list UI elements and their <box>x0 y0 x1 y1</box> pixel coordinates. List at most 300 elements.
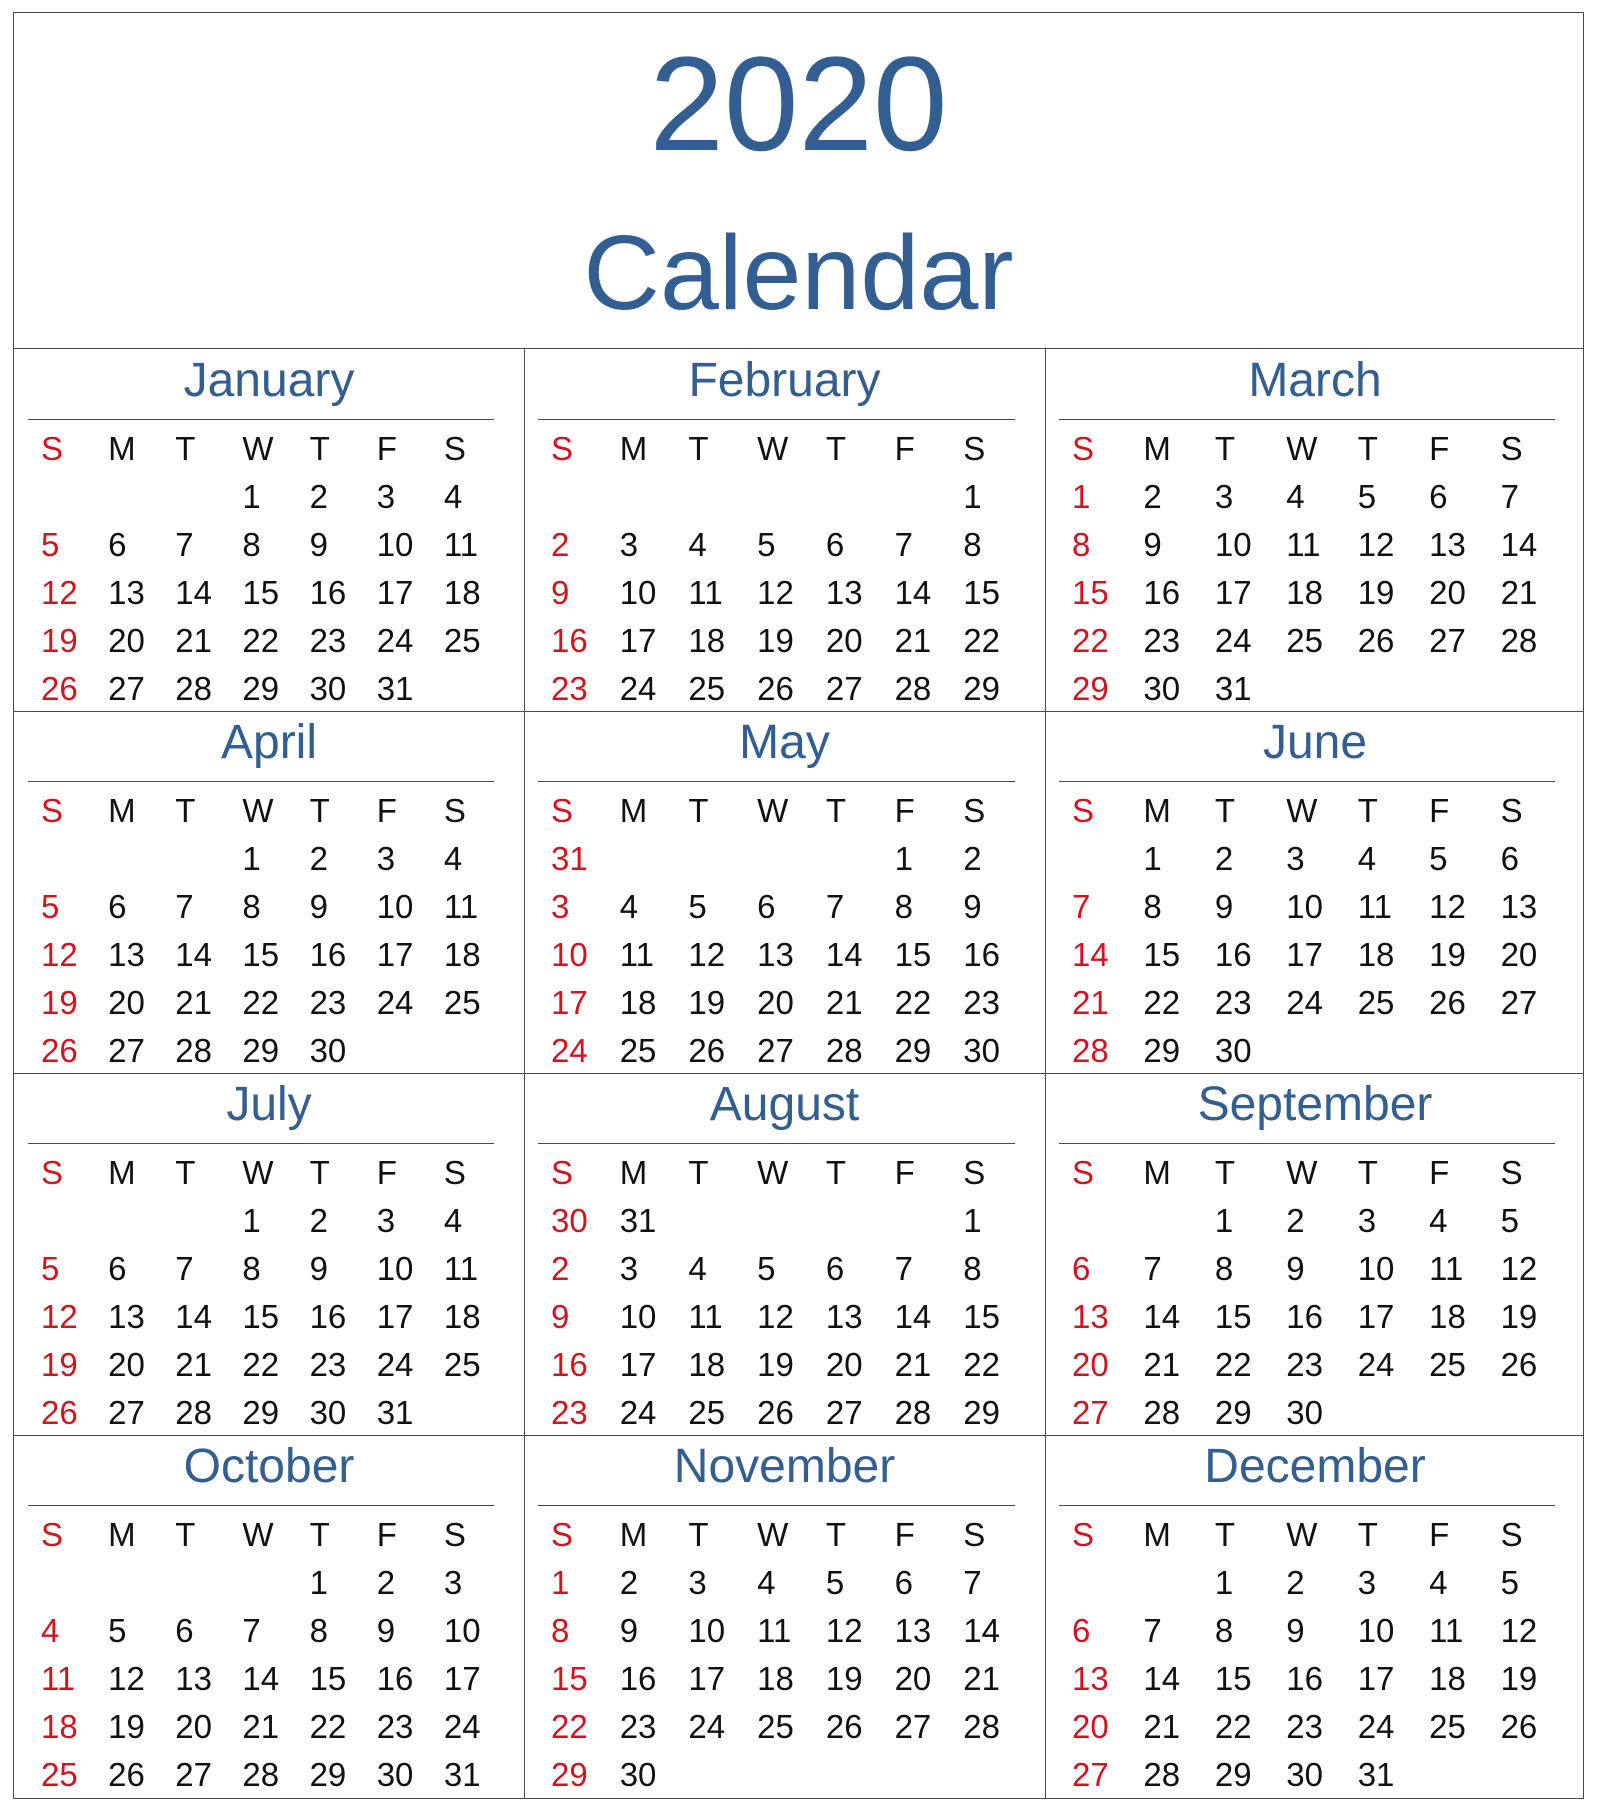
weekday-header: F <box>376 792 397 829</box>
day-cell: 14 <box>175 574 212 611</box>
day-cell: 20 <box>825 1346 863 1383</box>
day-cell: 2 <box>309 1202 328 1239</box>
day-cell: 22 <box>963 622 1000 659</box>
empty-cell <box>28 835 95 883</box>
day-cell: 7 <box>242 1612 261 1649</box>
weekday-header: S <box>41 1516 64 1553</box>
weekday-header: M <box>619 430 648 467</box>
day-cell: 4 <box>1429 1564 1448 1601</box>
day-cell: 1 <box>1072 478 1091 515</box>
day-cell: 27 <box>894 1708 932 1745</box>
empty-cell <box>1488 665 1559 713</box>
month-november <box>524 1435 1045 1797</box>
day-cell: 13 <box>108 574 145 611</box>
weekday-header: W <box>757 1516 789 1553</box>
weekday-header: F <box>376 1516 397 1553</box>
weekday-header: T <box>309 792 330 829</box>
day-cell: 15 <box>242 936 280 973</box>
day-cell: 11 <box>688 1298 723 1335</box>
day-cell: 2 <box>963 840 982 877</box>
day-cell: 22 <box>1214 1708 1252 1745</box>
day-cell: 15 <box>963 1298 1000 1335</box>
month-rule <box>538 781 1015 782</box>
day-cell: 31 <box>551 840 588 877</box>
day-cell: 12 <box>1429 888 1466 925</box>
month-april <box>14 711 524 1073</box>
day-cell: 5 <box>108 1612 127 1649</box>
month-rule <box>538 1143 1015 1144</box>
empty-cell <box>813 1197 882 1245</box>
day-cell: 18 <box>1429 1298 1466 1335</box>
empty-cell <box>229 1559 296 1607</box>
day-cell: 13 <box>825 1298 863 1335</box>
weekday-header: S <box>443 1516 466 1553</box>
empty-cell <box>1416 1751 1487 1799</box>
day-cell: 11 <box>443 888 479 925</box>
empty-cell <box>1130 1559 1201 1607</box>
day-cell: 3 <box>619 526 639 563</box>
weekday-header: W <box>1286 1154 1318 1191</box>
day-cell: 29 <box>1214 1756 1252 1793</box>
day-cell: 26 <box>757 670 794 707</box>
day-cell: 15 <box>1072 574 1109 611</box>
day-cell: 29 <box>309 1756 347 1793</box>
month-name: March <box>1248 354 1382 407</box>
day-cell: 1 <box>1214 1564 1234 1601</box>
day-cell: 11 <box>41 1660 76 1697</box>
day-cell: 8 <box>242 526 261 563</box>
day-cell: 7 <box>825 888 845 925</box>
day-cell: 1 <box>242 478 261 515</box>
weekday-header: M <box>108 1516 136 1553</box>
empty-cell <box>1488 1389 1559 1437</box>
day-cell: 3 <box>1286 840 1305 877</box>
empty-cell <box>813 473 882 521</box>
day-cell: 7 <box>175 1250 194 1287</box>
day-cell: 28 <box>175 670 212 707</box>
day-cell: 4 <box>443 840 463 877</box>
empty-cell <box>607 473 676 521</box>
day-cell: 29 <box>242 1032 280 1069</box>
day-cell: 22 <box>551 1708 588 1745</box>
day-cell: 29 <box>963 670 1000 707</box>
day-cell: 28 <box>242 1756 280 1793</box>
day-cell: 13 <box>894 1612 932 1649</box>
day-grid <box>538 787 1019 1069</box>
weekday-header: S <box>41 792 64 829</box>
day-cell: 5 <box>41 526 60 563</box>
day-cell: 31 <box>1214 670 1252 707</box>
day-cell: 5 <box>1500 1564 1519 1601</box>
day-cell: 13 <box>1429 526 1466 563</box>
day-cell: 4 <box>443 1202 463 1239</box>
day-cell: 25 <box>1286 622 1323 659</box>
day-cell: 27 <box>108 670 145 707</box>
day-cell: 20 <box>757 984 794 1021</box>
day-cell: 14 <box>1143 1298 1181 1335</box>
day-cell: 25 <box>443 1346 481 1383</box>
day-cell: 8 <box>242 888 261 925</box>
row-divider <box>14 1435 1583 1436</box>
month-name: December <box>1204 1440 1426 1493</box>
day-cell: 19 <box>825 1660 863 1697</box>
day-cell: 15 <box>1214 1298 1252 1335</box>
day-cell: 3 <box>376 478 396 515</box>
day-cell: 22 <box>894 984 932 1021</box>
day-cell: 19 <box>757 622 794 659</box>
day-cell: 3 <box>1357 1564 1377 1601</box>
weekday-header: W <box>1286 1516 1318 1553</box>
day-cell: 17 <box>619 1346 657 1383</box>
day-cell: 20 <box>1072 1708 1109 1745</box>
day-cell: 6 <box>1072 1250 1091 1287</box>
day-cell: 24 <box>551 1032 588 1069</box>
day-cell: 19 <box>1500 1298 1538 1335</box>
empty-cell <box>882 1751 951 1799</box>
day-cell: 2 <box>551 1250 570 1287</box>
day-cell: 24 <box>1286 984 1323 1021</box>
day-cell: 8 <box>1143 888 1162 925</box>
day-cell: 27 <box>825 1394 863 1431</box>
day-cell: 6 <box>1500 840 1519 877</box>
day-cell: 4 <box>41 1612 60 1649</box>
day-cell: 12 <box>41 936 78 973</box>
day-cell: 17 <box>1286 936 1323 973</box>
day-cell: 19 <box>1357 574 1395 611</box>
day-cell: 24 <box>688 1708 726 1745</box>
day-cell: 9 <box>1143 526 1162 563</box>
day-cell: 23 <box>309 1346 347 1383</box>
weekday-header: M <box>1143 430 1171 467</box>
day-cell: 6 <box>825 1250 845 1287</box>
day-grid <box>28 1511 498 1793</box>
day-cell: 24 <box>443 1708 481 1745</box>
weekday-header: F <box>1429 1516 1450 1553</box>
day-cell: 21 <box>894 622 932 659</box>
empty-cell <box>744 1197 813 1245</box>
empty-cell <box>744 473 813 521</box>
weekday-header: S <box>1500 792 1523 829</box>
day-cell: 3 <box>376 1202 396 1239</box>
empty-cell <box>675 1197 744 1245</box>
day-cell: 14 <box>894 574 932 611</box>
empty-cell <box>431 1389 498 1437</box>
day-cell: 22 <box>242 622 280 659</box>
weekday-header: S <box>551 1154 574 1191</box>
empty-cell <box>162 1559 229 1607</box>
empty-cell <box>1130 1197 1201 1245</box>
month-name: February <box>688 354 881 407</box>
day-cell: 29 <box>963 1394 1000 1431</box>
day-cell: 29 <box>1072 670 1109 707</box>
day-cell: 10 <box>619 574 657 611</box>
month-december <box>1045 1435 1585 1797</box>
day-cell: 19 <box>1500 1660 1538 1697</box>
day-cell: 10 <box>1214 526 1252 563</box>
weekday-header: W <box>242 792 274 829</box>
day-grid <box>538 425 1019 707</box>
empty-cell <box>1059 1197 1130 1245</box>
month-rule <box>28 1143 494 1144</box>
day-cell: 9 <box>551 574 570 611</box>
weekday-header: F <box>1429 430 1450 467</box>
day-cell: 25 <box>688 1394 726 1431</box>
weekday-header: T <box>688 1154 709 1191</box>
day-cell: 24 <box>1357 1708 1395 1745</box>
day-cell: 18 <box>41 1708 78 1745</box>
weekday-header: W <box>242 1154 274 1191</box>
day-cell: 28 <box>175 1394 212 1431</box>
month-name: July <box>226 1078 312 1131</box>
row-divider <box>14 711 1583 712</box>
day-cell: 13 <box>175 1660 212 1697</box>
day-cell: 28 <box>1143 1756 1181 1793</box>
day-cell: 21 <box>963 1660 1000 1697</box>
day-cell: 29 <box>1214 1394 1252 1431</box>
day-cell: 12 <box>41 574 78 611</box>
weekday-header: T <box>825 1154 847 1191</box>
weekday-header: S <box>443 430 466 467</box>
day-cell: 2 <box>309 840 328 877</box>
day-cell: 25 <box>443 622 481 659</box>
day-cell: 23 <box>1143 622 1181 659</box>
month-rule <box>28 1505 494 1506</box>
empty-cell <box>95 1559 162 1607</box>
day-cell: 23 <box>619 1708 657 1745</box>
row-divider <box>14 1073 1583 1074</box>
day-cell: 25 <box>619 1032 657 1069</box>
day-cell: 5 <box>688 888 707 925</box>
day-cell: 21 <box>1500 574 1538 611</box>
day-cell: 30 <box>1286 1394 1323 1431</box>
day-cell: 16 <box>309 1298 347 1335</box>
month-june <box>1045 711 1585 1073</box>
year-title: 2020 <box>649 30 948 179</box>
day-cell: 7 <box>175 888 194 925</box>
day-cell: 20 <box>108 1346 145 1383</box>
day-cell: 19 <box>757 1346 794 1383</box>
day-cell: 4 <box>688 526 707 563</box>
day-cell: 18 <box>443 574 481 611</box>
day-grid <box>1059 425 1559 707</box>
day-cell: 16 <box>309 936 347 973</box>
day-cell: 19 <box>688 984 726 1021</box>
month-september <box>1045 1073 1585 1435</box>
weekday-header: W <box>242 1516 274 1553</box>
weekday-header: T <box>1214 430 1236 467</box>
day-cell: 15 <box>963 574 1000 611</box>
empty-cell <box>813 1751 882 1799</box>
day-cell: 2 <box>551 526 570 563</box>
day-cell: 7 <box>894 526 913 563</box>
day-cell: 6 <box>108 526 127 563</box>
day-cell: 26 <box>1429 984 1466 1021</box>
day-cell: 21 <box>175 984 212 1021</box>
day-cell: 9 <box>551 1298 570 1335</box>
weekday-header: M <box>619 1154 648 1191</box>
weekday-header: W <box>1286 792 1318 829</box>
day-cell: 30 <box>1286 1756 1323 1793</box>
empty-cell <box>744 1751 813 1799</box>
month-rule <box>538 1505 1015 1506</box>
day-cell: 11 <box>443 1250 479 1287</box>
day-cell: 26 <box>108 1756 145 1793</box>
weekday-header: S <box>963 430 986 467</box>
day-cell: 15 <box>1214 1660 1252 1697</box>
empty-cell <box>744 835 813 883</box>
day-cell: 9 <box>1214 888 1234 925</box>
day-cell: 24 <box>619 1394 657 1431</box>
day-cell: 2 <box>619 1564 639 1601</box>
day-cell: 9 <box>963 888 982 925</box>
day-cell: 13 <box>825 574 863 611</box>
empty-cell <box>1345 665 1416 713</box>
day-cell: 29 <box>894 1032 932 1069</box>
day-cell: 8 <box>894 888 913 925</box>
day-cell: 18 <box>688 1346 726 1383</box>
day-cell: 23 <box>309 622 347 659</box>
weekday-header: T <box>175 1516 196 1553</box>
day-cell: 5 <box>825 1564 845 1601</box>
day-cell: 16 <box>1286 1298 1323 1335</box>
day-cell: 5 <box>1357 478 1377 515</box>
day-cell: 25 <box>757 1708 794 1745</box>
day-cell: 6 <box>108 1250 127 1287</box>
day-cell: 4 <box>443 478 463 515</box>
month-name: October <box>183 1440 355 1493</box>
day-cell: 4 <box>1357 840 1377 877</box>
weekday-header: S <box>1500 430 1523 467</box>
day-cell: 5 <box>757 526 776 563</box>
day-cell: 12 <box>757 1298 794 1335</box>
day-cell: 21 <box>894 1346 932 1383</box>
day-cell: 23 <box>551 670 588 707</box>
day-cell: 15 <box>242 1298 280 1335</box>
day-cell: 27 <box>825 670 863 707</box>
day-cell: 18 <box>1357 936 1395 973</box>
month-rule <box>1059 781 1555 782</box>
day-cell: 10 <box>551 936 588 973</box>
day-cell: 30 <box>309 1394 347 1431</box>
day-cell: 22 <box>1214 1346 1252 1383</box>
weekday-header: T <box>309 1516 330 1553</box>
day-cell: 6 <box>894 1564 913 1601</box>
empty-cell <box>675 1751 744 1799</box>
empty-cell <box>1273 1027 1344 1075</box>
day-cell: 15 <box>242 574 280 611</box>
day-cell: 9 <box>376 1612 396 1649</box>
day-cell: 13 <box>1072 1298 1109 1335</box>
calendar-title: Calendar <box>583 214 1014 332</box>
day-cell: 28 <box>1500 622 1538 659</box>
day-cell: 24 <box>376 984 414 1021</box>
day-grid <box>28 787 498 1069</box>
day-cell: 22 <box>963 1346 1000 1383</box>
month-march <box>1045 349 1585 711</box>
day-cell: 22 <box>242 984 280 1021</box>
empty-cell <box>1416 1027 1487 1075</box>
day-cell: 1 <box>242 1202 261 1239</box>
day-cell: 1 <box>963 478 982 515</box>
empty-cell <box>675 473 744 521</box>
day-cell: 8 <box>1072 526 1091 563</box>
weekday-header: W <box>757 792 789 829</box>
weekday-header: T <box>1214 1516 1236 1553</box>
day-cell: 9 <box>309 1250 328 1287</box>
weekday-header: F <box>1429 1154 1450 1191</box>
month-rule <box>28 419 494 420</box>
day-cell: 7 <box>894 1250 913 1287</box>
day-cell: 4 <box>1286 478 1305 515</box>
weekday-header: T <box>309 430 330 467</box>
day-cell: 17 <box>1357 1660 1395 1697</box>
day-cell: 14 <box>894 1298 932 1335</box>
day-cell: 22 <box>1143 984 1181 1021</box>
calendar-header <box>14 13 1583 349</box>
weekday-header: M <box>108 1154 136 1191</box>
weekday-header: W <box>757 430 789 467</box>
day-cell: 14 <box>1500 526 1538 563</box>
day-cell: 12 <box>41 1298 78 1335</box>
day-cell: 16 <box>376 1660 414 1697</box>
day-cell: 21 <box>175 622 212 659</box>
day-cell: 2 <box>309 478 328 515</box>
day-cell: 18 <box>757 1660 794 1697</box>
day-cell: 16 <box>1286 1660 1323 1697</box>
day-cell: 3 <box>619 1250 639 1287</box>
day-cell: 12 <box>757 574 794 611</box>
day-cell: 27 <box>1429 622 1466 659</box>
day-cell: 6 <box>1429 478 1448 515</box>
empty-cell <box>1416 1389 1487 1437</box>
day-cell: 20 <box>1500 936 1538 973</box>
day-cell: 1 <box>894 840 913 877</box>
day-cell: 27 <box>757 1032 794 1069</box>
weekday-header: T <box>825 792 847 829</box>
day-cell: 13 <box>108 1298 145 1335</box>
day-cell: 26 <box>41 1394 78 1431</box>
weekday-header: M <box>1143 1516 1171 1553</box>
day-cell: 3 <box>1214 478 1234 515</box>
day-cell: 12 <box>688 936 726 973</box>
month-july <box>14 1073 524 1435</box>
day-cell: 17 <box>443 1660 481 1697</box>
day-cell: 16 <box>963 936 1000 973</box>
day-cell: 17 <box>688 1660 726 1697</box>
day-cell: 5 <box>41 888 60 925</box>
weekday-header: M <box>108 430 136 467</box>
day-cell: 28 <box>894 1394 932 1431</box>
day-cell: 23 <box>309 984 347 1021</box>
day-cell: 29 <box>1143 1032 1181 1069</box>
day-grid <box>1059 1149 1559 1431</box>
weekday-header: M <box>108 792 136 829</box>
day-cell: 30 <box>376 1756 414 1793</box>
month-january <box>14 349 524 711</box>
day-cell: 27 <box>1072 1394 1109 1431</box>
day-cell: 21 <box>175 1346 212 1383</box>
day-cell: 24 <box>1357 1346 1395 1383</box>
month-name: August <box>709 1078 860 1131</box>
empty-cell <box>538 473 607 521</box>
day-cell: 25 <box>688 670 726 707</box>
day-cell: 8 <box>963 526 982 563</box>
day-cell: 17 <box>619 622 657 659</box>
day-cell: 21 <box>1143 1708 1181 1745</box>
empty-cell <box>28 1197 95 1245</box>
day-cell: 7 <box>1500 478 1519 515</box>
day-cell: 18 <box>619 984 657 1021</box>
